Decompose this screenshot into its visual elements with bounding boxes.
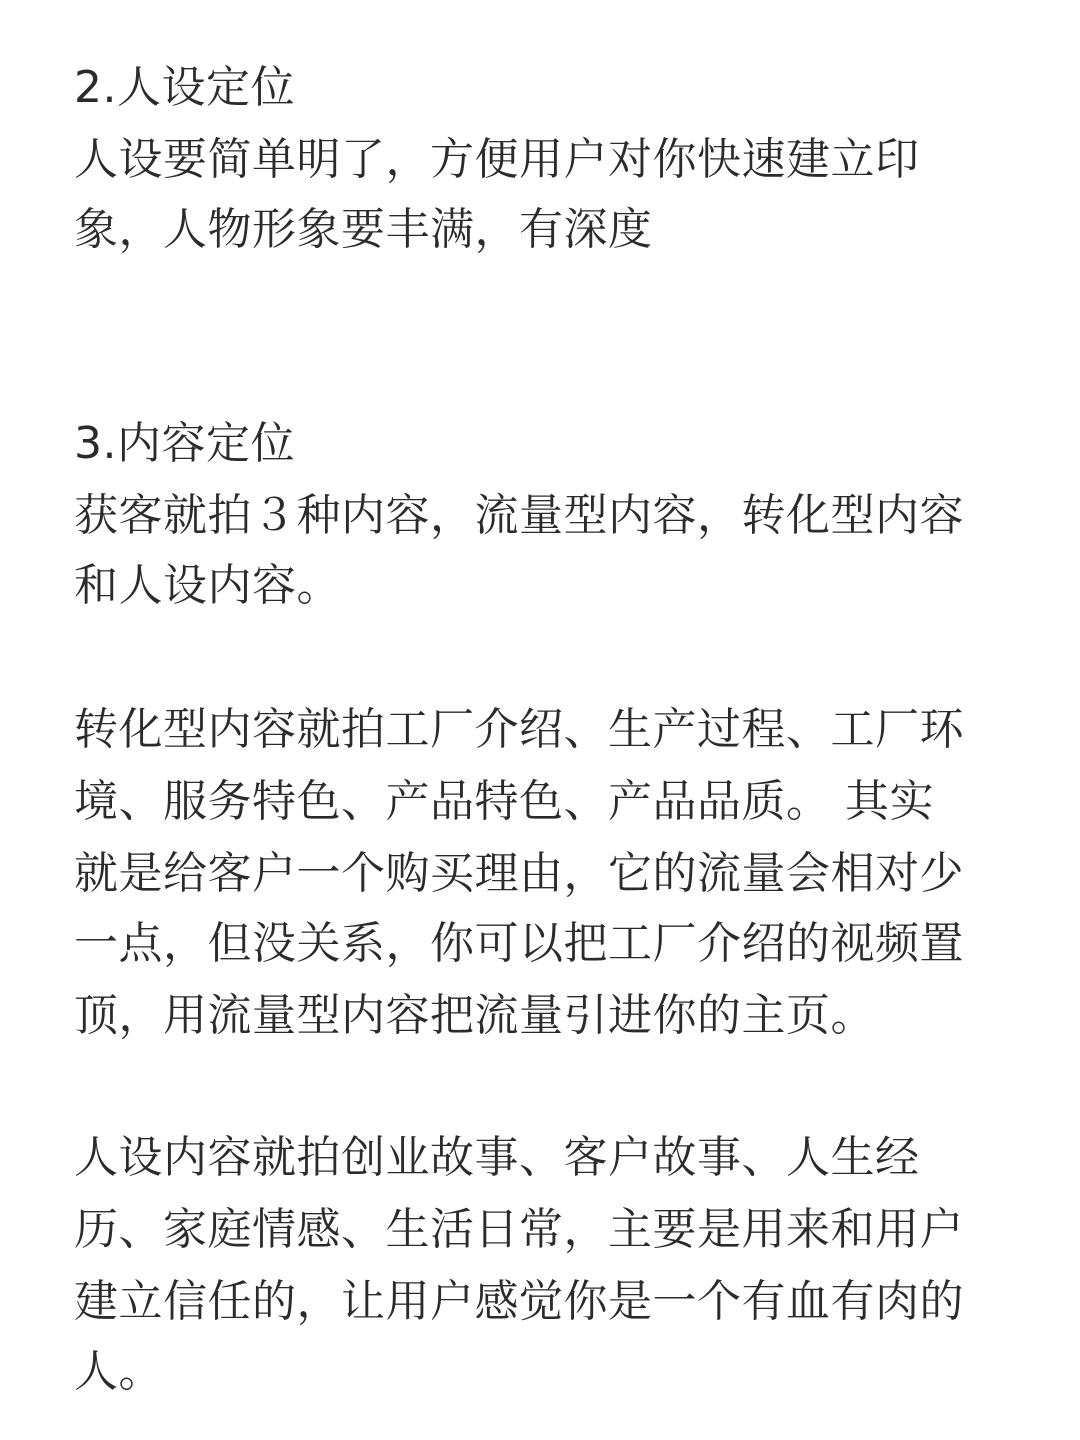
content-intro-line: 和人设内容。 <box>74 560 341 611</box>
persona-paragraph-line: 人设要简单明了，方便用户对你快速建立印 <box>74 134 920 185</box>
conversion-content-line: 顶，用流量型内容把流量引进你的主页。 <box>74 990 875 1041</box>
persona-content-line: 历、家庭情感、生活日常，主要是用来和用户 <box>74 1204 964 1255</box>
content-intro-line: 获客就拍３种内容，流量型内容，转化型内容 <box>74 490 964 541</box>
conversion-content-line: 就是给客户一个购买理由，它的流量会相对少 <box>74 848 964 899</box>
conversion-content-line: 一点，但没关系，你可以把工厂介绍的视频置 <box>74 918 964 969</box>
persona-content-line: 建立信任的，让用户感觉你是一个有血有肉的 <box>74 1276 964 1327</box>
conversion-content-line: 转化型内容就拍工厂介绍、生产过程、工厂环 <box>74 704 964 755</box>
section-heading-content: 3.内容定位 <box>74 418 295 469</box>
section-heading-persona: 2.人设定位 <box>74 62 295 113</box>
conversion-content-line: 境、服务特色、产品特色、产品品质。 其实 <box>74 776 934 827</box>
persona-content-line: 人设内容就拍创业故事、客户故事、人生经 <box>74 1132 920 1183</box>
persona-content-line: 人。 <box>74 1346 163 1397</box>
persona-paragraph-line: 象，人物形象要丰满，有深度 <box>74 204 653 255</box>
